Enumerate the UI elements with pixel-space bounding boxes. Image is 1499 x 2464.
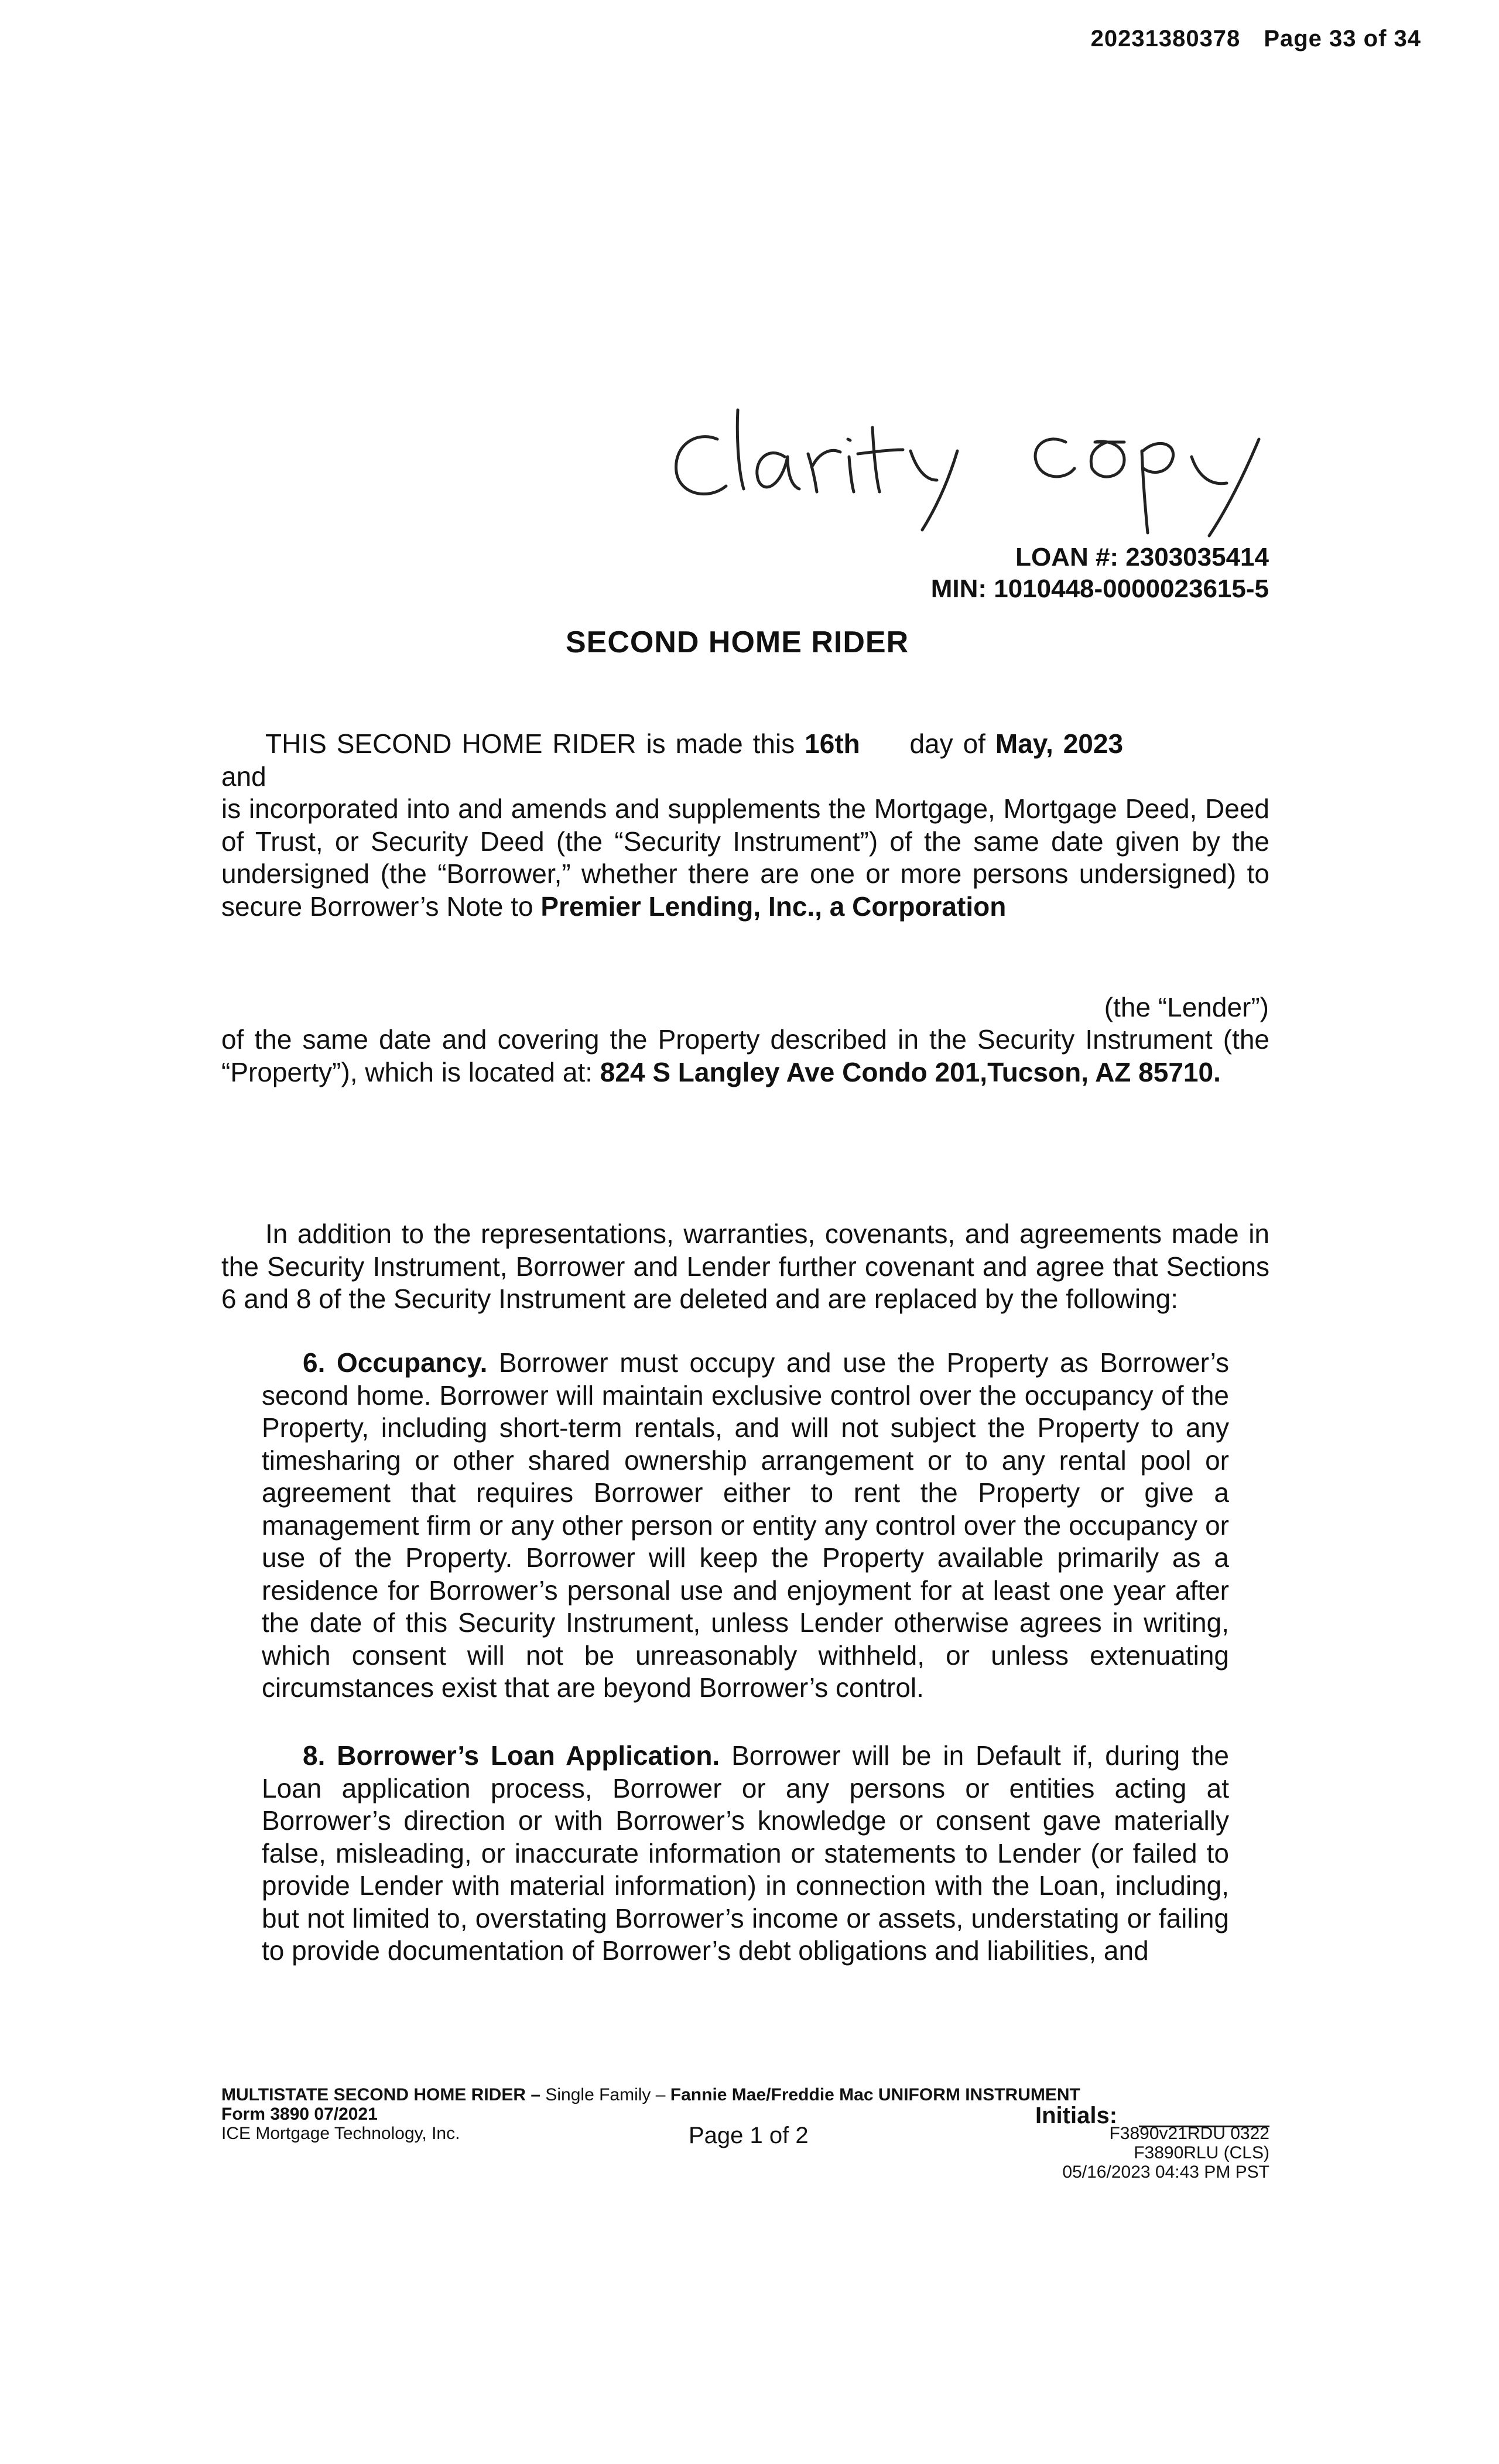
handwritten-clarity-copy [662,386,1276,539]
section-8-body: Borrower will be in Default if, during the Loan application process, Borrower or any persons or entities acting at Borrower’s direction or with Borrower’s knowledge or consent gave materially false, misleading, or inaccurate information or statements to Lender (or failed to provide Lender with material information) in connection with the Loan, including, but not limited to, overstating Borrower’s income or assets, understating or failing to provide documentation of Borrower’s debt obligations and liabilities, and [262,1740,1229,1966]
intro-first-line [221,728,1269,793]
section-8-heading: 8. Borrower’s Loan Application. [303,1740,720,1771]
hw-i [848,439,854,492]
lender-name: Premier Lending, Inc., a Corporation [540,891,1007,922]
intro-month-year: May, 2023 [995,728,1124,759]
footer-company: ICE Mortgage Technology, Inc. [221,2124,460,2143]
footer-code-1: F3890v21RDU 0322 [1109,2124,1269,2143]
hw-c1 [676,437,726,494]
recording-number: 20231380378 [1090,26,1241,52]
section-6-occupancy [262,1347,1229,1705]
hw-y [911,451,957,530]
hw-t [858,427,903,492]
hw-p [1142,443,1173,533]
footer-form-title: MULTISTATE SECOND HOME RIDER – Single Family – Fannie Mae/Freddie Mac UNIFORM INSTRUMENT [221,2085,1080,2104]
hw-a [757,453,799,489]
intro-day: 16th [805,728,860,759]
lender-tag: (the “Lender”) [1104,992,1269,1022]
hw-l [737,410,744,489]
intro-paragraph [221,728,1269,923]
hw-r [808,450,840,492]
section-8-loan-application [262,1740,1229,1967]
min-number: MIN: 1010448-0000023615-5 [930,574,1269,603]
agreement-text: In addition to the representations, warranties, covenants, and agreements made in the Security Instrument, Borrower and Lender further covenant and agree that Sections 6 and 8 of the Security Instrument are deleted and are replaced by the following: [221,1219,1269,1314]
property-paragraph [221,1024,1269,1089]
agreement-paragraph [221,1218,1269,1316]
footer-form-number: Form 3890 07/2021 [221,2104,378,2124]
footer-timestamp: 05/16/2023 04:43 PM PST [1062,2162,1269,2182]
form-footer [221,2085,1269,2182]
recording-header [1091,26,1421,52]
initials-label: Initials: [1035,2103,1118,2128]
footer-page-number: Page 1 of 2 [689,2123,809,2148]
page-of-label: Page 33 of 34 [1264,26,1421,52]
hw-y2 [1192,439,1259,536]
property-address: 824 S Langley Ave Condo 201,Tucson, AZ 85710. [600,1056,1221,1087]
intro-part4: is incorporated into and amends and supplements the Mortgage, Mortgage Deed, Deed of Trust, or Security Deed (the “Security Instrument”) of the same date given by the undersigned (the “Borrower,” whether there are one or more persons undersigned) to secure Borrower’s Note to [221,793,1269,922]
intro-part1: THIS SECOND HOME RIDER is made this [265,728,795,759]
loan-number: LOAN #: 2303035414 [1015,543,1269,571]
document-title: SECOND HOME RIDER [566,625,909,659]
hw-c2 [1035,439,1074,477]
footer-codes [1062,2124,1269,2182]
loan-identifiers [931,542,1269,605]
section-6-body: Borrower must occupy and use the Property as Borrower’s second home. Borrower will maintain exclusive control over the occupancy of the Property, including short-term rentals, and will not subject the Property to any timesharing or other shared ownership arrangement or to any rental pool or agreement that requires Borrower either to rent the Property or give a management firm or any other person or entity any control over the occupancy or use of the Property. Borrower will keep the Property available primarily as a residence for Borrower’s personal use and enjoyment for at least one year after the date of this Security Instrument, unless Lender otherwise agrees in writing, which consent will not be unreasonably withheld, or unless extenuating circumstances exist that are beyond Borrower’s control. [262,1347,1229,1703]
intro-part2: day of [909,728,985,759]
footer-code-2: F3890RLU (CLS) [1134,2143,1269,2162]
section-6-heading: 6. Occupancy. [303,1347,488,1378]
intro-part3: and [221,761,266,792]
hw-o [1091,442,1124,477]
intro-part5: of the same date and covering the Property described in the Security Instrument (the “Property”), which is located at: [221,1024,1269,1087]
